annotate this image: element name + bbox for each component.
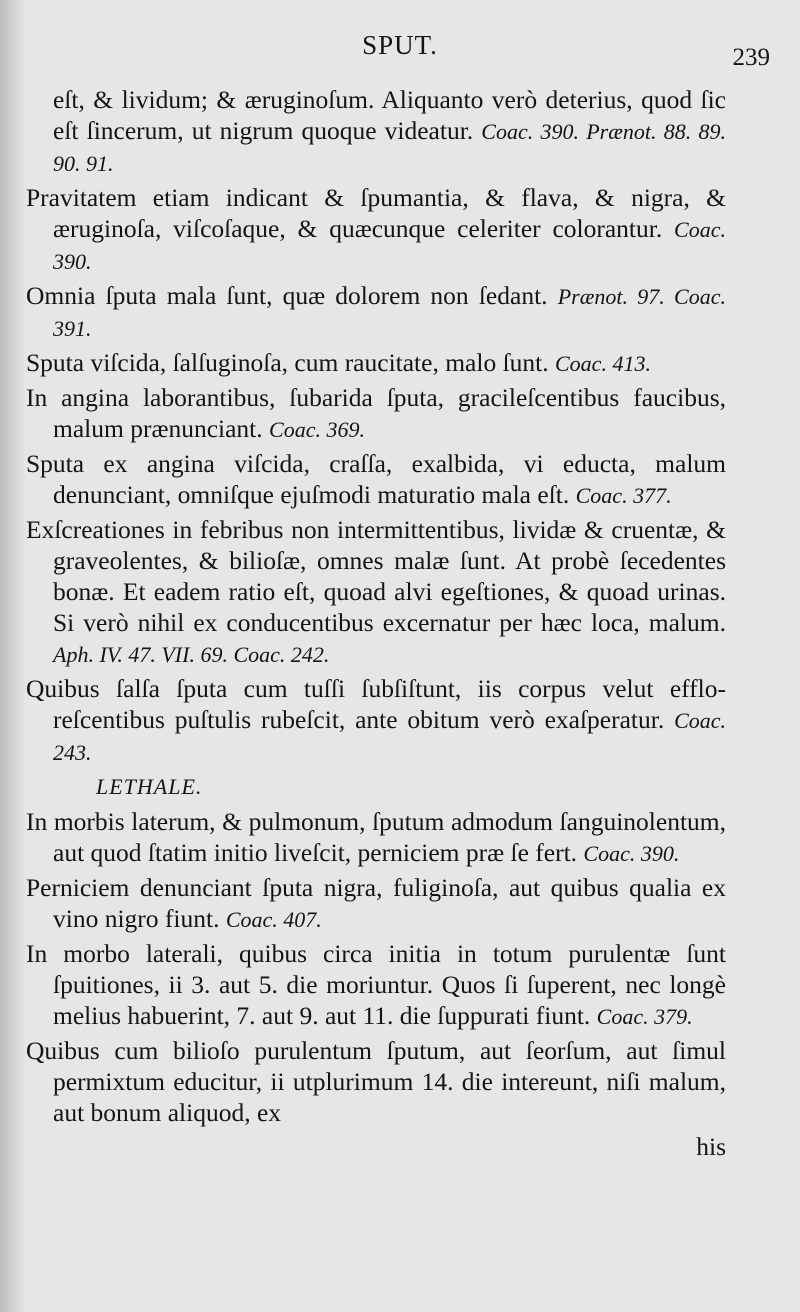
- catchword: his: [696, 1132, 726, 1161]
- section-heading: LETHALE.: [96, 774, 203, 799]
- paragraph: [26, 872, 726, 935]
- paragraph-text: eſt, & lividum; & æruginoſum. Aliquanto verò deterius, quod ſic eſt ſincerum, ut nigrum quoque videatur.: [53, 85, 726, 145]
- reference: Coac. 390.: [583, 841, 680, 866]
- paragraph-text: Perniciem denunciant ſputa nigra, fuliginoſa, aut quibus qualia ex vino nigro fiunt.: [26, 873, 726, 933]
- paragraph: [26, 938, 726, 1032]
- gutter-shadow: [0, 0, 26, 1312]
- paragraph: [26, 280, 726, 344]
- paragraph: [26, 514, 726, 670]
- text-body: [26, 84, 726, 1162]
- paragraph-text: Pravitatem etiam indicant & ſpumantia, & flava, & nigra, & æruginoſa, viſcoſaque, & quæcunque celeriter colorantur.: [26, 183, 726, 243]
- paragraph-text: In angina laborantibus, ſubarida ſputa, gracileſcentibus faucibus, malum prænunciant.: [26, 383, 726, 443]
- running-title: SPUT.: [362, 30, 438, 60]
- paragraph: [26, 1035, 726, 1128]
- reference: Aph. IV. 47. VII. 69. Coac. 242.: [53, 642, 330, 667]
- paragraph: [26, 448, 726, 511]
- paragraph-text: Exſcreationes in febribus non intermittentibus, lividæ & cruentæ, & graveolentes, & bilioſæ, omnes malæ ſunt. At probè ſecedentes bonæ. Et eadem ratio eſt, quoad alvi egeſtiones, & quoad urinas. Si verò nihil ex conducentibus excernatur per hæc loca, malum.: [26, 515, 726, 637]
- paragraph: [26, 84, 726, 179]
- reference: Coac. 413.: [555, 351, 651, 376]
- reference: Coac. 407.: [225, 907, 322, 932]
- reference: Coac. 377.: [575, 483, 672, 508]
- paragraph-text: Quibus ſalſa ſputa cum tuſſi ſubſiſtunt, iis corpus velut effloreſcentibus puſtulis rubeſcit, ante obitum verò exaſperatur.: [26, 674, 726, 734]
- reference: Coac. 243.: [53, 708, 727, 765]
- paragraph-text: In morbis laterum, & pulmonum, ſputum admodum ſanguinolentum, aut quod ſtatim initio liveſcit, perniciem præ ſe fert.: [26, 807, 726, 867]
- reference: Coac. 379.: [596, 1004, 693, 1029]
- reference: Coac. 390. Prænot. 88. 89. 90. 91.: [53, 119, 726, 176]
- paragraph: [26, 182, 726, 277]
- paragraph: [26, 673, 726, 768]
- paragraph-text: Quibus cum bilioſo purulentum ſputum, aut ſeorſum, aut ſimul permixtum educitur, ii utplurimum 14. die intereunt, niſi malum, aut bonum aliquod, ex: [26, 1036, 726, 1127]
- reference: Coac. 390.: [53, 217, 726, 274]
- page-number: 239: [732, 44, 770, 71]
- reference: Prænot. 97. Coac. 391.: [53, 284, 726, 341]
- paragraph-text: Omnia ſputa mala ſunt, quæ dolorem non ſedant.: [26, 281, 548, 310]
- paragraph: [26, 806, 726, 869]
- paragraph: [26, 382, 726, 445]
- paragraph: [26, 347, 726, 379]
- reference: Coac. 369.: [269, 417, 365, 442]
- paragraph-text: Sputa ex angina viſcida, craſſa, exalbida, vi educta, malum denunciant, omniſque ejuſmodi maturatio mala eſt.: [26, 449, 726, 509]
- paragraph-text: In morbo laterali, quibus circa initia in totum purulentæ ſunt ſpuitiones, ii 3. aut 5. die moriuntur. Quos ſi ſuperent, nec longè melius habuerint, 7. aut 9. aut 11. die ſuppurati fiunt.: [26, 939, 726, 1030]
- paragraph-text: Sputa viſcida, ſalſuginoſa, cum raucitate, malo ſunt.: [26, 348, 549, 377]
